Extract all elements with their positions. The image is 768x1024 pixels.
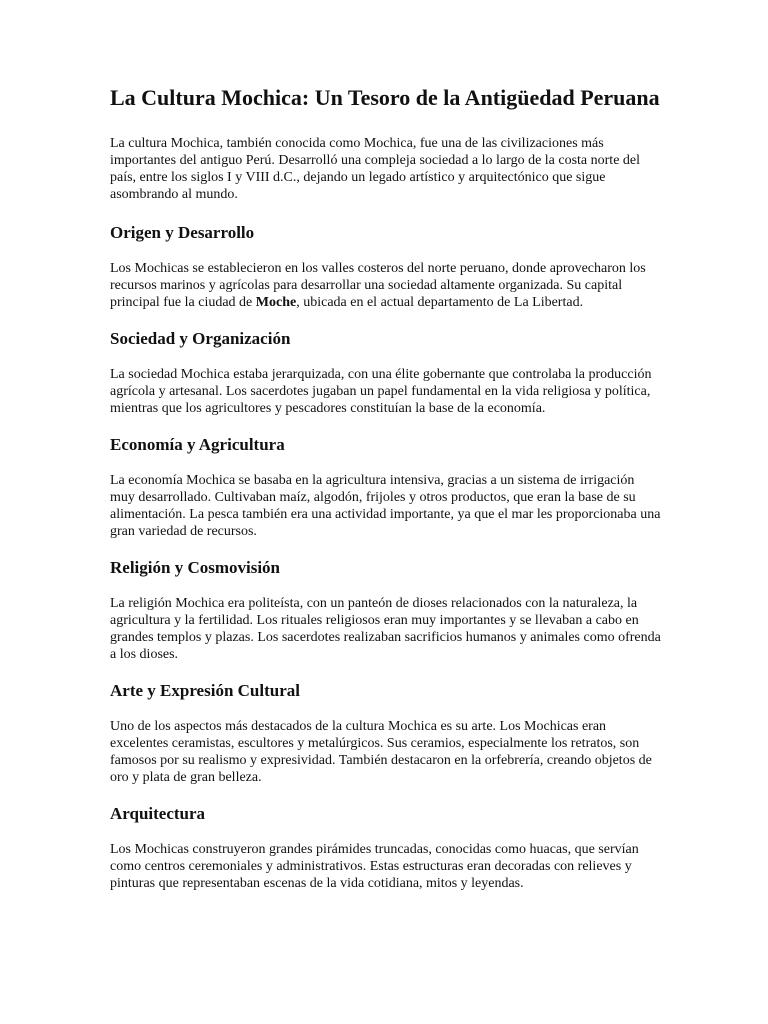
- section-paragraph-arte: Uno de los aspectos más destacados de la cultura Mochica es su arte. Los Mochicas eran excelentes ceramistas, escultores y metalúrgicos. Sus ceramios, especialmente los retratos, son famosos por su realismo y expresividad. También destacaron en la orfebrería, creando objetos de oro y plata de gran belleza.: [110, 719, 652, 785]
- document-page: [110, 84, 662, 909]
- section-paragraph-religion: La religión Mochica era politeísta, con un panteón de dioses relacionados con la naturaleza, la agricultura y la fertilidad. Los rituales religiosos eran muy importantes y se llevaban a cabo en grandes templos y plazas. Los sacerdotes realizaban sacrificios humanos y animales como ofrenda a los dioses.: [110, 596, 661, 662]
- intro-paragraph: La cultura Mochica, también conocida como Mochica, fue una de las civilizaciones más importantes del antiguo Perú. Desarrolló una compleja sociedad a lo largo de la costa norte del país, entre los siglos I y VIII d.C., dejando un legado artístico y arquitectónico que sigue asombrando al mundo.: [110, 136, 641, 202]
- section-heading-origen: Origen y Desarrollo: [110, 223, 255, 242]
- section-paragraph-arquitectura: Los Mochicas construyeron grandes pirámides truncadas, conocidas como huacas, que servían como centros ceremoniales y administrativos. Estas estructuras eran decoradas con relieves y pinturas que representaban escenas de la vida cotidiana, mitos y leyendas.: [110, 842, 639, 891]
- section-heading-arte: Arte y Expresión Cultural: [110, 681, 300, 700]
- section-paragraph-sociedad: La sociedad Mochica estaba jerarquizada, con una élite gobernante que controlaba la producción agrícola y artesanal. Los sacerdotes jugaban un papel fundamental en la vida religiosa y política, mientras que los agricultores y pescadores constituían la base de la economía.: [110, 367, 652, 416]
- bold-term-moche: Moche: [255, 295, 297, 310]
- paragraph-text: , ubicada en el actual departamento de La Libertad.: [296, 295, 584, 310]
- section-heading-economia: Economía y Agricultura: [110, 435, 285, 454]
- section-paragraph-economia: La economía Mochica se basaba en la agricultura intensiva, gracias a un sistema de irrigación muy desarrollado. Cultivaban maíz, algodón, frijoles y otros productos, que eran la base de su alimentación. La pesca también era una actividad importante, ya que el mar les proporcionaba una gran variedad de recursos.: [110, 473, 661, 539]
- document-title: La Cultura Mochica: Un Tesoro de la Antigüedad Peruana: [110, 85, 660, 110]
- section-paragraph-origen: [110, 260, 662, 311]
- section-heading-religion: Religión y Cosmovisión: [110, 558, 281, 577]
- section-heading-sociedad: Sociedad y Organización: [110, 329, 291, 348]
- section-heading-arquitectura: Arquitectura: [110, 804, 206, 823]
- paragraph-text: Los Mochicas se establecieron en los valles costeros del norte peruano, donde aprovecharon los recursos marinos y agrícolas para desarrollar una sociedad altamente organizada. Su capital principal fue la ciudad de: [110, 261, 646, 310]
